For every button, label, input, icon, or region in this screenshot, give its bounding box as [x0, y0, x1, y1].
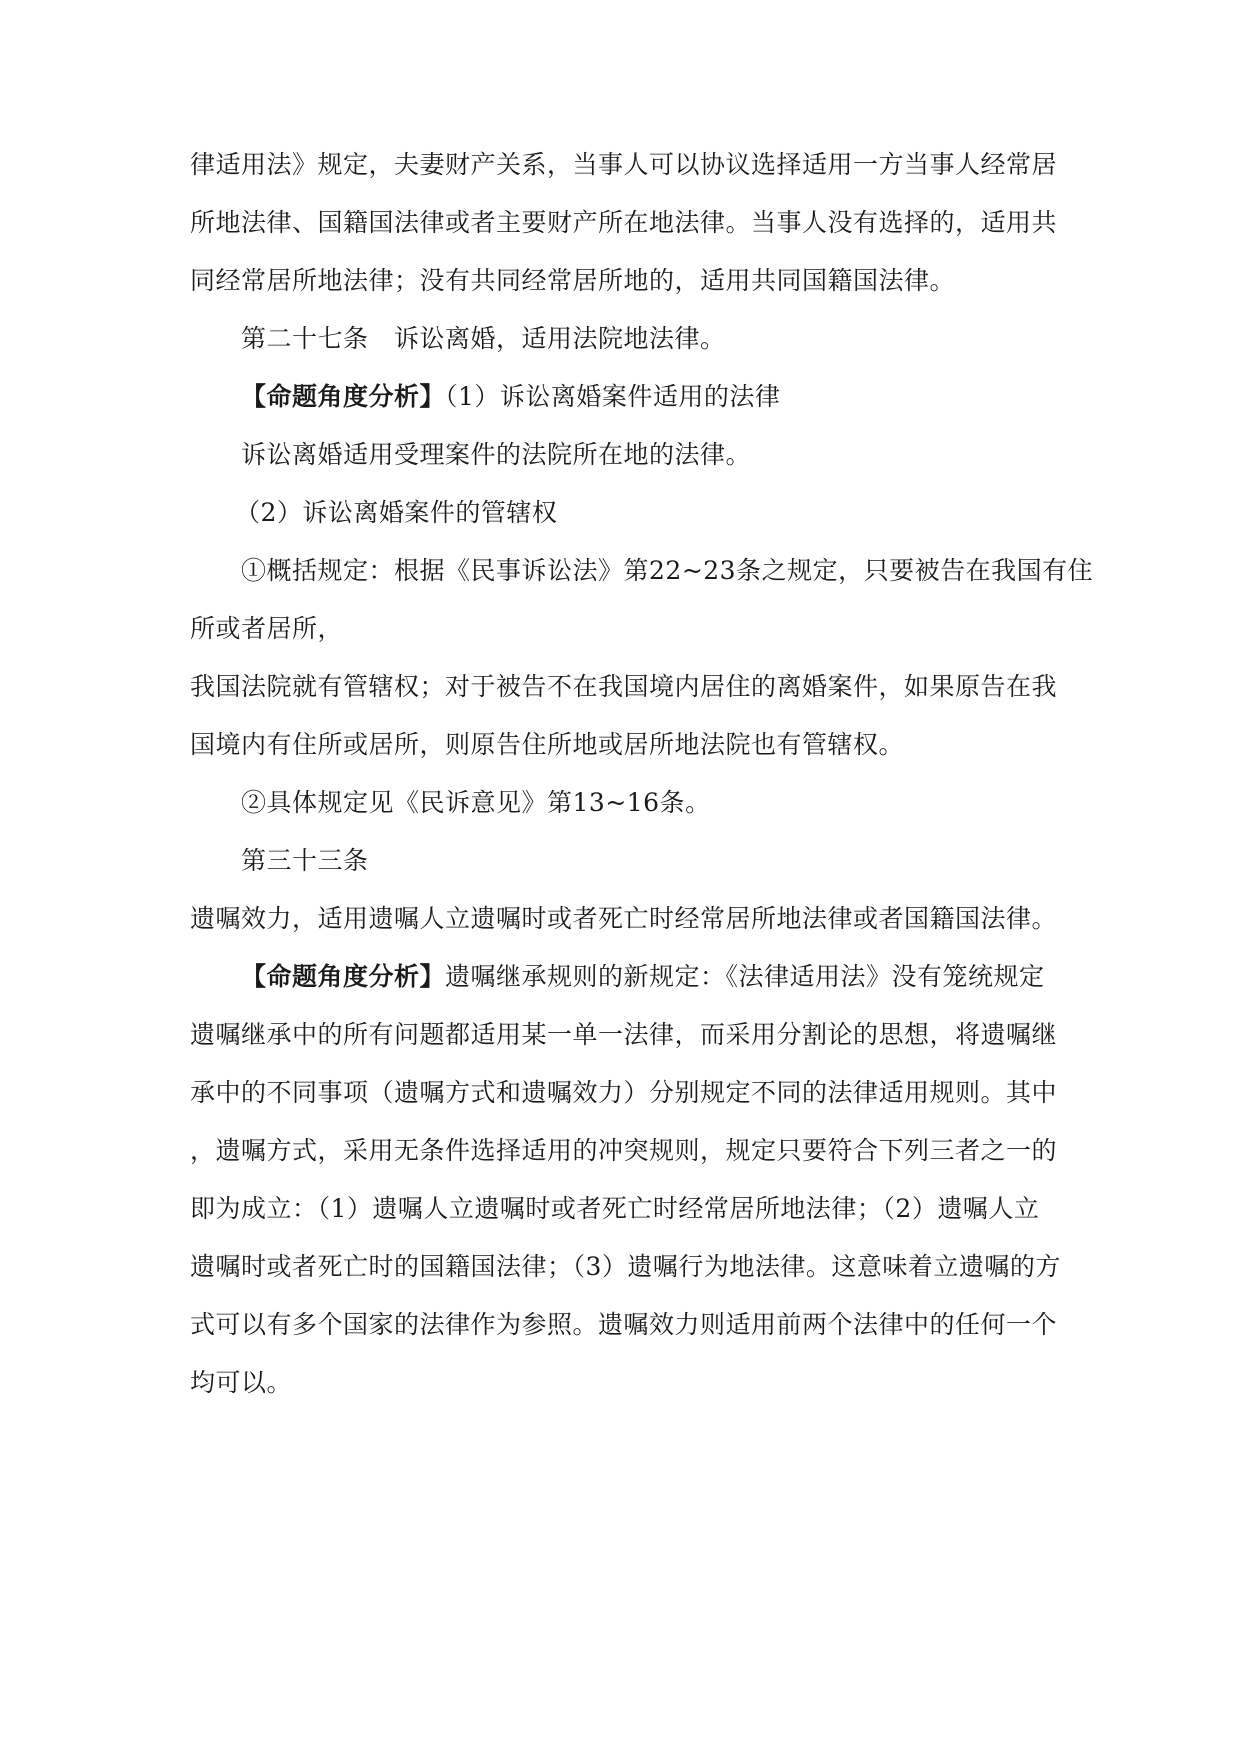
paragraph-line: 我国法院就有管辖权；对于被告不在我国境内居住的离婚案件，如果原告在我: [190, 672, 1058, 701]
paragraph-line: 同经常居所地法律；没有共同经常居所地的，适用共同国籍国法律。: [190, 266, 956, 295]
paragraph-line: 遗嘱效力，适用遗嘱人立遗嘱时或者死亡时经常居所地法律或者国籍国法律。: [190, 904, 1058, 933]
paragraph-line: 均可以。: [190, 1368, 293, 1397]
analysis-heading-line: [241, 380, 780, 414]
analysis-marker: 【命题角度分析】: [241, 382, 446, 411]
paragraph-line: 诉讼离婚适用受理案件的法院所在地的法律。: [241, 440, 752, 469]
paragraph-line: 所地法律、国籍国法律或者主要财产所在地法律。当事人没有选择的，适用共: [190, 208, 1058, 237]
subheading-line: （2）诉讼离婚案件的管辖权: [235, 498, 558, 527]
paragraph-line: 律适用法》规定，夫妻财产关系，当事人可以协议选择适用一方当事人经常居: [190, 150, 1058, 179]
article-27-line: 第二十七条 诉讼离婚，适用法院地法律。: [241, 324, 726, 353]
paragraph-line: ①概括规定：根据《民事诉讼法》第22~23条之规定，只要被告在我国有住: [241, 556, 1094, 585]
analysis-heading-text: 遗嘱继承规则的新规定：《法律适用法》没有笼统规定: [445, 962, 1045, 991]
paragraph-line: 承中的不同事项（遗嘱方式和遗嘱效力）分别规定不同的法律适用规则。其中: [190, 1078, 1058, 1107]
paragraph-line: 遗嘱时或者死亡时的国籍国法律；（3）遗嘱行为地法律。这意味着立遗嘱的方: [190, 1252, 1061, 1281]
paragraph-line: ，遗嘱方式，采用无条件选择适用的冲突规则，规定只要符合下列三者之一的: [190, 1136, 1058, 1165]
paragraph-line: 即为成立：（1）遗嘱人立遗嘱时或者死亡时经常居所地法律；（2）遗嘱人立: [190, 1194, 1040, 1223]
paragraph-line: 遗嘱继承中的所有问题都适用某一单一法律，而采用分割论的思想，将遗嘱继: [190, 1020, 1058, 1049]
analysis-heading-line: [241, 960, 1045, 994]
paragraph-line: ②具体规定见《民诉意见》第13~16条。: [241, 788, 711, 817]
paragraph-line: 国境内有住所或居所，则原告住所地或居所地法院也有管辖权。: [190, 730, 905, 759]
analysis-marker: 【命题角度分析】: [241, 962, 446, 991]
analysis-heading-text: （1）诉讼离婚案件适用的法律: [445, 382, 781, 411]
paragraph-line: 所或者居所，: [190, 614, 344, 643]
paragraph-line: 式可以有多个国家的法律作为参照。遗嘱效力则适用前两个法律中的任何一个: [190, 1310, 1058, 1339]
article-33-line: 第三十三条: [241, 846, 369, 875]
